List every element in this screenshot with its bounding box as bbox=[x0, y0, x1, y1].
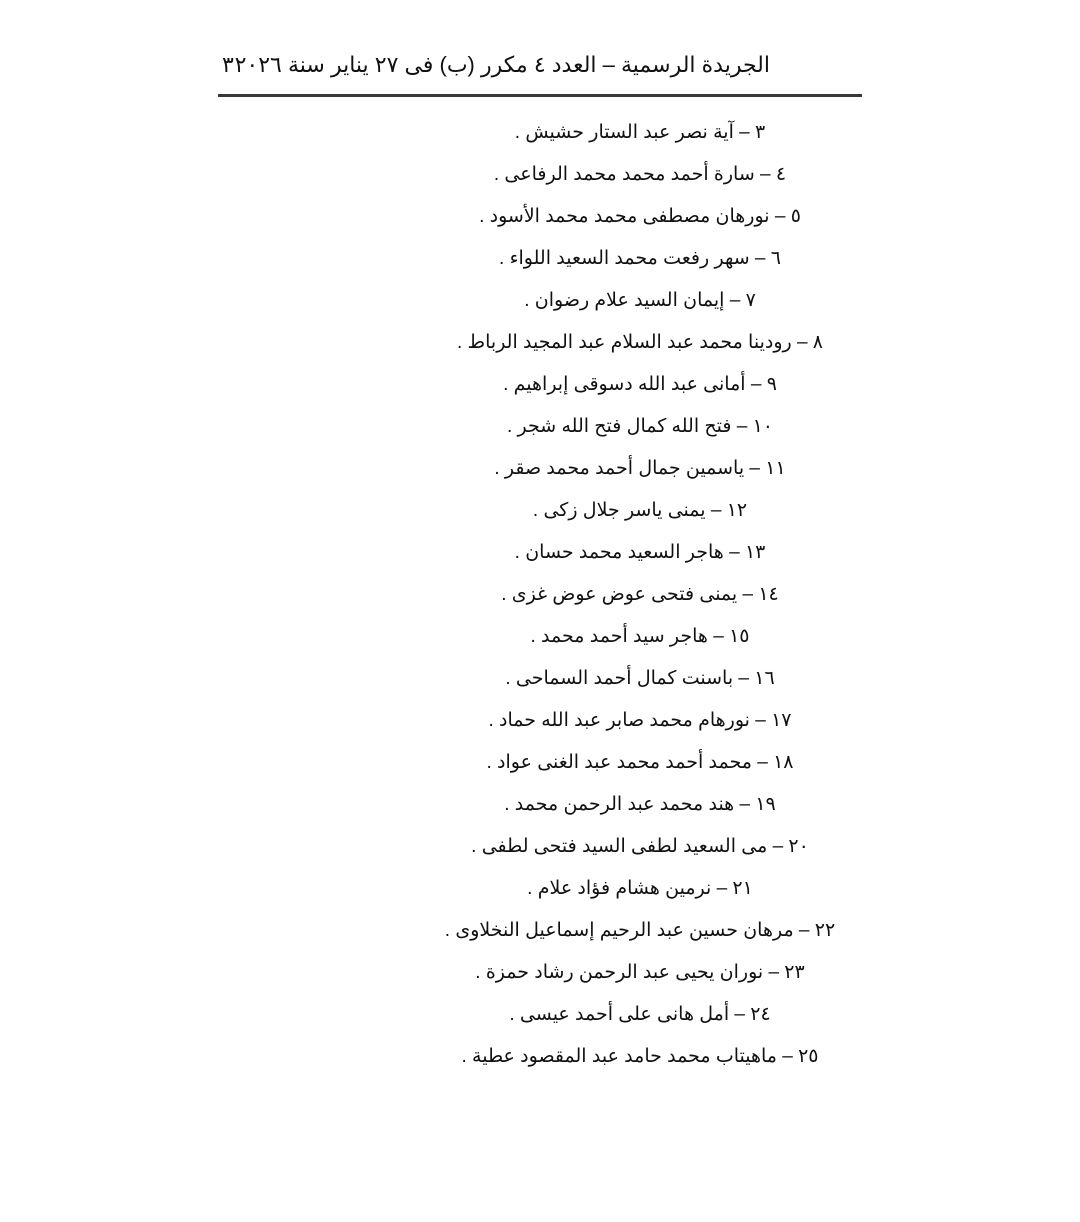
item-name: يمنى ياسر جلال زكى . bbox=[532, 500, 706, 521]
item-number: ١٤ bbox=[758, 584, 779, 605]
item-number: ٢٥ bbox=[798, 1046, 819, 1067]
list-item-content bbox=[479, 196, 801, 238]
item-number: ٣ bbox=[755, 122, 766, 143]
list-item-content bbox=[507, 406, 773, 448]
item-separator: – bbox=[724, 290, 746, 311]
item-number: ٢٣ bbox=[784, 962, 805, 983]
item-number: ٩ bbox=[766, 374, 777, 395]
item-separator: – bbox=[737, 584, 759, 605]
item-name: آية نصر عبد الستار حشيش . bbox=[514, 122, 734, 143]
item-separator: – bbox=[745, 374, 767, 395]
list-item bbox=[0, 910, 1080, 952]
item-name: إيمان السيد علام رضوان . bbox=[524, 290, 725, 311]
item-number: ١٧ bbox=[771, 710, 792, 731]
item-number: ١٢ bbox=[726, 500, 748, 521]
item-name: فتح الله كمال فتح الله شجر . bbox=[506, 416, 732, 437]
list-item bbox=[0, 826, 1080, 868]
item-number: ١٨ bbox=[773, 752, 794, 773]
list-item bbox=[0, 154, 1080, 196]
item-separator: – bbox=[751, 752, 774, 773]
list-item-content bbox=[505, 658, 774, 700]
item-name: نرمين هشام فؤاد علام . bbox=[527, 878, 712, 899]
item-number: ١٥ bbox=[729, 626, 750, 647]
list-item bbox=[0, 238, 1080, 280]
item-separator: – bbox=[754, 164, 776, 185]
item-number: ١٣ bbox=[744, 542, 766, 563]
item-name: ماهيتاب محمد حامد عبد المقصود عطية . bbox=[461, 1046, 777, 1067]
item-separator: – bbox=[729, 1004, 751, 1025]
item-name: هاجر سيد أحمد محمد . bbox=[530, 626, 708, 647]
list-item-content bbox=[461, 1036, 818, 1078]
list-item-content bbox=[499, 238, 781, 280]
item-separator: – bbox=[733, 122, 755, 143]
item-separator: – bbox=[707, 626, 730, 647]
list-item-content bbox=[494, 448, 785, 490]
item-separator: – bbox=[733, 668, 755, 689]
item-name: باسنت كمال أحمد السماحى . bbox=[505, 668, 734, 689]
item-name: يمنى فتحى عوض عوض غزى . bbox=[501, 584, 738, 605]
item-separator: – bbox=[705, 500, 727, 521]
item-separator: – bbox=[793, 920, 815, 941]
page-header bbox=[218, 48, 862, 88]
list-item bbox=[0, 700, 1080, 742]
item-number: ٢٤ bbox=[750, 1004, 771, 1025]
item-number: ٢٢ bbox=[814, 920, 836, 941]
item-number: ١١ bbox=[765, 458, 786, 479]
item-name: ياسمين جمال أحمد محمد صقر . bbox=[494, 458, 745, 479]
item-separator: – bbox=[731, 416, 753, 437]
item-name: أمانى عبد الله دسوقى إبراهيم . bbox=[503, 374, 746, 395]
list-item bbox=[0, 364, 1080, 406]
list-item-content bbox=[503, 364, 777, 406]
item-name: نورهان مصطفى محمد محمد الأسود . bbox=[479, 206, 770, 227]
item-separator: – bbox=[776, 1046, 799, 1067]
item-separator: – bbox=[767, 836, 789, 857]
item-number: ٥ bbox=[790, 206, 801, 227]
item-name: محمد أحمد محمد عبد الغنى عواد . bbox=[486, 752, 752, 773]
list-item-content bbox=[457, 322, 823, 364]
item-name: مى السعيد لطفى السيد فتحى لطفى . bbox=[471, 836, 768, 857]
list-item bbox=[0, 952, 1080, 994]
list-item bbox=[0, 868, 1080, 910]
list-item bbox=[0, 994, 1080, 1036]
list-item-content bbox=[486, 742, 793, 784]
item-number: ٦ bbox=[770, 248, 781, 269]
item-name: سارة أحمد محمد محمد الرفاعى . bbox=[493, 164, 755, 185]
list-item bbox=[0, 406, 1080, 448]
list-item bbox=[0, 574, 1080, 616]
item-name: أمل هانى على أحمد عيسى . bbox=[509, 1004, 730, 1025]
names-list bbox=[0, 112, 1080, 1078]
list-item-content bbox=[475, 952, 804, 994]
list-item-content bbox=[501, 574, 779, 616]
item-separator: – bbox=[769, 206, 791, 227]
item-separator: – bbox=[723, 542, 745, 563]
list-item bbox=[0, 1036, 1080, 1078]
item-name: مرهان حسين عبد الرحيم إسماعيل النخلاوى . bbox=[444, 920, 794, 941]
item-name: هاجر السعيد محمد حسان . bbox=[514, 542, 724, 563]
item-name: نورهام محمد صابر عبد الله حماد . bbox=[488, 710, 750, 731]
item-separator: – bbox=[744, 458, 766, 479]
item-separator: – bbox=[763, 962, 785, 983]
list-item bbox=[0, 784, 1080, 826]
list-item bbox=[0, 742, 1080, 784]
list-item bbox=[0, 280, 1080, 322]
list-item bbox=[0, 322, 1080, 364]
header-divider bbox=[218, 94, 862, 97]
item-name: نوران يحيى عبد الرحمن رشاد حمزة . bbox=[475, 962, 764, 983]
item-name: سهر رفعت محمد السعيد اللواء . bbox=[499, 248, 750, 269]
list-item-content bbox=[471, 826, 809, 868]
list-item bbox=[0, 658, 1080, 700]
item-number: ٧ bbox=[745, 290, 756, 311]
list-item-content bbox=[515, 532, 766, 574]
list-item-content bbox=[515, 112, 765, 154]
item-separator: – bbox=[791, 332, 813, 353]
item-name: هند محمد عبد الرحمن محمد . bbox=[504, 794, 735, 815]
page-number: ٣ bbox=[222, 52, 234, 77]
item-separator: – bbox=[749, 710, 772, 731]
list-item-content bbox=[445, 910, 835, 952]
list-item-content bbox=[488, 700, 791, 742]
list-item bbox=[0, 616, 1080, 658]
item-number: ٢١ bbox=[732, 878, 753, 899]
list-item-content bbox=[509, 994, 770, 1036]
item-number: ١٦ bbox=[754, 668, 775, 689]
item-separator: – bbox=[749, 248, 771, 269]
list-item bbox=[0, 532, 1080, 574]
item-number: ٨ bbox=[812, 332, 824, 353]
list-item-content bbox=[524, 280, 756, 322]
list-item bbox=[0, 490, 1080, 532]
list-item bbox=[0, 196, 1080, 238]
item-number: ٤ bbox=[775, 164, 787, 185]
gazette-header-title: الجريدة الرسمية – العدد ٤ مكرر (ب) فى ٢٧ يناير سنة ٢٠٢٦ bbox=[234, 52, 770, 77]
item-number: ٢٠ bbox=[788, 836, 809, 857]
list-item bbox=[0, 448, 1080, 490]
list-item-content bbox=[533, 490, 747, 532]
item-number: ١٠ bbox=[752, 416, 774, 437]
item-separator: – bbox=[734, 794, 756, 815]
item-separator: – bbox=[711, 878, 733, 899]
list-item-content bbox=[527, 868, 753, 910]
item-number: ١٩ bbox=[755, 794, 776, 815]
list-item-content bbox=[494, 154, 786, 196]
list-item-content bbox=[504, 784, 776, 826]
list-item bbox=[0, 112, 1080, 154]
item-name: رودينا محمد عبد السلام عبد المجيد الرباط . bbox=[456, 332, 792, 353]
list-item-content bbox=[531, 616, 750, 658]
